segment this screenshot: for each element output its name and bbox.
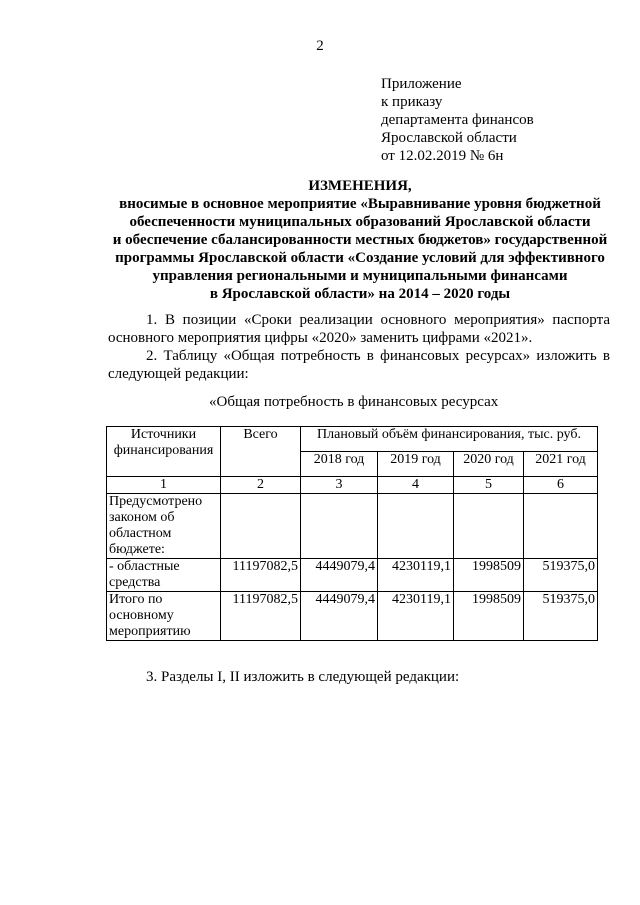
- row-label: - областные средства: [107, 559, 221, 592]
- column-number: 2: [221, 477, 301, 494]
- cell-2020: 1998509: [454, 592, 524, 641]
- title-line: в Ярославской области» на 2014 – 2020 годы: [209, 286, 511, 302]
- title-line: программы Ярославской области «Создание условий для эффективного: [115, 250, 605, 266]
- cell-2020: 1998509: [454, 559, 524, 592]
- header-source: Источники финансирования: [107, 427, 221, 477]
- column-number: 1: [107, 477, 221, 494]
- column-number: 3: [301, 477, 378, 494]
- table-row: [107, 592, 598, 641]
- row-label: Итого по основному мероприятию: [107, 592, 221, 641]
- paragraph-2: [108, 347, 610, 383]
- cell-2019: 4230119,1: [378, 559, 454, 592]
- table-row: [107, 559, 598, 592]
- paragraph-text: 2. Таблицу «Общая потребность в финансовых ресурсах» изложить в следующей редакции:: [108, 348, 610, 382]
- column-number: 5: [454, 477, 524, 494]
- paragraph-1: [108, 311, 610, 347]
- cell-2018: [301, 494, 378, 559]
- cell-2019: [378, 494, 454, 559]
- cell-2019: 4230119,1: [378, 592, 454, 641]
- table-header-row: [107, 427, 598, 452]
- cell-total: [221, 494, 301, 559]
- appendix-line: Ярославской области: [381, 130, 517, 146]
- header-year-2019: 2019 год: [378, 452, 454, 477]
- paragraph-text: 1. В позиции «Сроки реализации основного мероприятия» паспорта основного мероприятия цифры «2020» заменить цифрами «2021».: [108, 312, 610, 346]
- header-planned: Плановый объём финансирования, тыс. руб.: [301, 427, 598, 452]
- appendix-line: департамента финансов: [381, 112, 534, 128]
- appendix-line: от 12.02.2019 № 6н: [381, 148, 504, 164]
- title-line: обеспеченности муниципальных образований Ярославской области: [129, 214, 591, 230]
- row-label: Предусмотрено законом об областном бюджете:: [107, 494, 221, 559]
- header-year-2021: 2021 год: [524, 452, 598, 477]
- table-caption: «Общая потребность в финансовых ресурсах: [209, 394, 499, 410]
- appendix-line: Приложение: [381, 76, 462, 92]
- cell-total: 11197082,5: [221, 592, 301, 641]
- title-line: и обеспечение сбалансированности местных бюджетов» государственной: [112, 232, 608, 248]
- financial-resources-table: [106, 426, 598, 641]
- header-year-2020: 2020 год: [454, 452, 524, 477]
- header-total: Всего: [221, 427, 301, 477]
- cell-2020: [454, 494, 524, 559]
- appendix-block: [381, 75, 534, 165]
- cell-2021: [524, 494, 598, 559]
- column-number: 4: [378, 477, 454, 494]
- column-number: 6: [524, 477, 598, 494]
- cell-2021: 519375,0: [524, 592, 598, 641]
- appendix-line: к приказу: [381, 94, 443, 110]
- cell-2018: 4449079,4: [301, 559, 378, 592]
- document-title: [100, 177, 620, 303]
- cell-total: 11197082,5: [221, 559, 301, 592]
- paragraph-3: 3. Разделы I, II изложить в следующей редакции:: [146, 669, 460, 685]
- table-row: [107, 494, 598, 559]
- header-year-2018: 2018 год: [301, 452, 378, 477]
- cell-2018: 4449079,4: [301, 592, 378, 641]
- cell-2021: 519375,0: [524, 559, 598, 592]
- title-line: вносимые в основное мероприятие «Выравнивание уровня бюджетной: [119, 196, 601, 212]
- title-line: управления региональными и муниципальными финансами: [152, 268, 568, 284]
- page-number: 2: [316, 38, 324, 54]
- table-numbering-row: [107, 477, 598, 494]
- title-heading: ИЗМЕНЕНИЯ,: [308, 178, 412, 194]
